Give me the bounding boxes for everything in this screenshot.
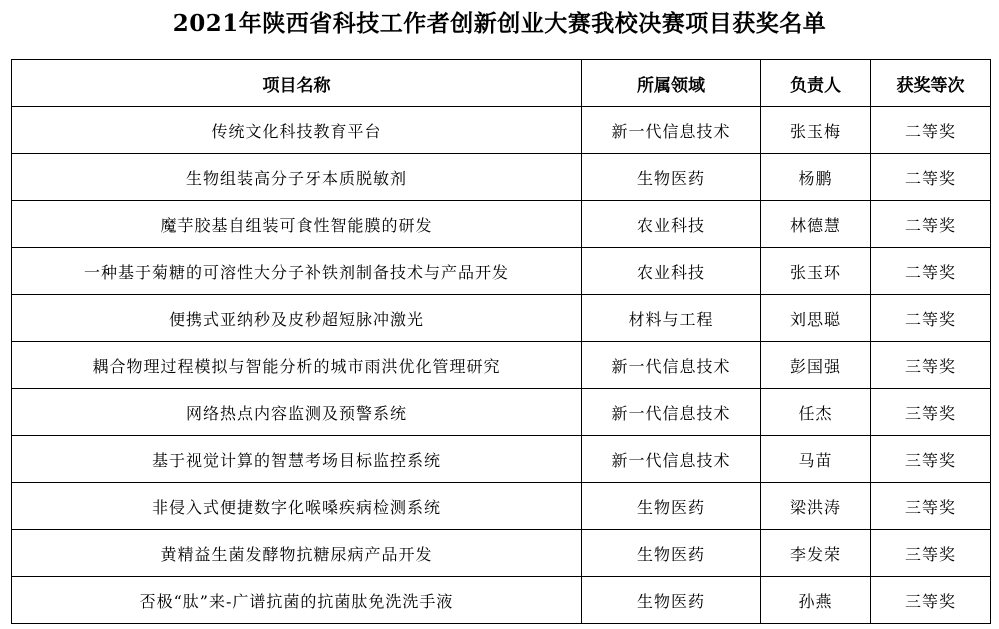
project-name-cell: 否极“肽”来-广谱抗菌的抗菌肽免洗洗手液 — [12, 577, 582, 624]
lead-cell: 张玉梅 — [761, 107, 871, 154]
table-row — [12, 201, 991, 248]
project-name-cell: 魔芋胶基自组装可食性智能膜的研发 — [12, 201, 582, 248]
document-title: 2021年陕西省科技工作者创新创业大赛我校决赛项目获奖名单 — [172, 10, 827, 37]
prize-cell: 三等奖 — [871, 436, 991, 483]
prize-cell: 三等奖 — [871, 389, 991, 436]
lead-cell: 李发荣 — [761, 530, 871, 577]
project-name-cell: 一种基于菊糖的可溶性大分子补铁剂制备技术与产品开发 — [12, 248, 582, 295]
table-header-row — [12, 60, 991, 107]
header-field: 所属领域 — [582, 60, 761, 107]
table-row — [12, 295, 991, 342]
table-row — [12, 107, 991, 154]
project-name-cell: 耦合物理过程模拟与智能分析的城市雨洪优化管理研究 — [12, 342, 582, 389]
table-row — [12, 389, 991, 436]
lead-cell: 马苗 — [761, 436, 871, 483]
lead-cell: 林德慧 — [761, 201, 871, 248]
prize-cell: 二等奖 — [871, 201, 991, 248]
lead-cell: 杨鹏 — [761, 154, 871, 201]
header-project-name: 项目名称 — [12, 60, 582, 107]
prize-cell: 三等奖 — [871, 483, 991, 530]
project-name-cell: 便携式亚纳秒及皮秒超短脉冲激光 — [12, 295, 582, 342]
lead-cell: 刘思聪 — [761, 295, 871, 342]
field-cell: 新一代信息技术 — [582, 342, 761, 389]
table-row — [12, 483, 991, 530]
project-name-cell: 黄精益生菌发酵物抗糖尿病产品开发 — [12, 530, 582, 577]
project-name-cell: 基于视觉计算的智慧考场目标监控系统 — [12, 436, 582, 483]
prize-cell: 二等奖 — [871, 248, 991, 295]
lead-cell: 张玉环 — [761, 248, 871, 295]
field-cell: 农业科技 — [582, 248, 761, 295]
awards-table — [11, 59, 991, 624]
header-lead: 负责人 — [761, 60, 871, 107]
project-name-cell: 生物组装高分子牙本质脱敏剂 — [12, 154, 582, 201]
table-row — [12, 154, 991, 201]
field-cell: 新一代信息技术 — [582, 107, 761, 154]
field-cell: 生物医药 — [582, 577, 761, 624]
table-row — [12, 530, 991, 577]
lead-cell: 孙燕 — [761, 577, 871, 624]
project-name-cell: 传统文化科技教育平台 — [12, 107, 582, 154]
prize-cell: 二等奖 — [871, 107, 991, 154]
field-cell: 材料与工程 — [582, 295, 761, 342]
field-cell: 生物医药 — [582, 530, 761, 577]
field-cell: 生物医药 — [582, 154, 761, 201]
table-row — [12, 342, 991, 389]
project-name-cell: 网络热点内容监测及预警系统 — [12, 389, 582, 436]
field-cell: 新一代信息技术 — [582, 389, 761, 436]
prize-cell: 三等奖 — [871, 577, 991, 624]
prize-cell: 三等奖 — [871, 530, 991, 577]
table-row — [12, 436, 991, 483]
prize-cell: 二等奖 — [871, 154, 991, 201]
field-cell: 新一代信息技术 — [582, 436, 761, 483]
table-row — [12, 248, 991, 295]
prize-cell: 二等奖 — [871, 295, 991, 342]
prize-cell: 三等奖 — [871, 342, 991, 389]
lead-cell: 彭国强 — [761, 342, 871, 389]
lead-cell: 任杰 — [761, 389, 871, 436]
table-row — [12, 577, 991, 624]
field-cell: 生物医药 — [582, 483, 761, 530]
field-cell: 农业科技 — [582, 201, 761, 248]
lead-cell: 梁洪涛 — [761, 483, 871, 530]
header-prize: 获奖等次 — [871, 60, 991, 107]
project-name-cell: 非侵入式便捷数字化喉嗓疾病检测系统 — [12, 483, 582, 530]
